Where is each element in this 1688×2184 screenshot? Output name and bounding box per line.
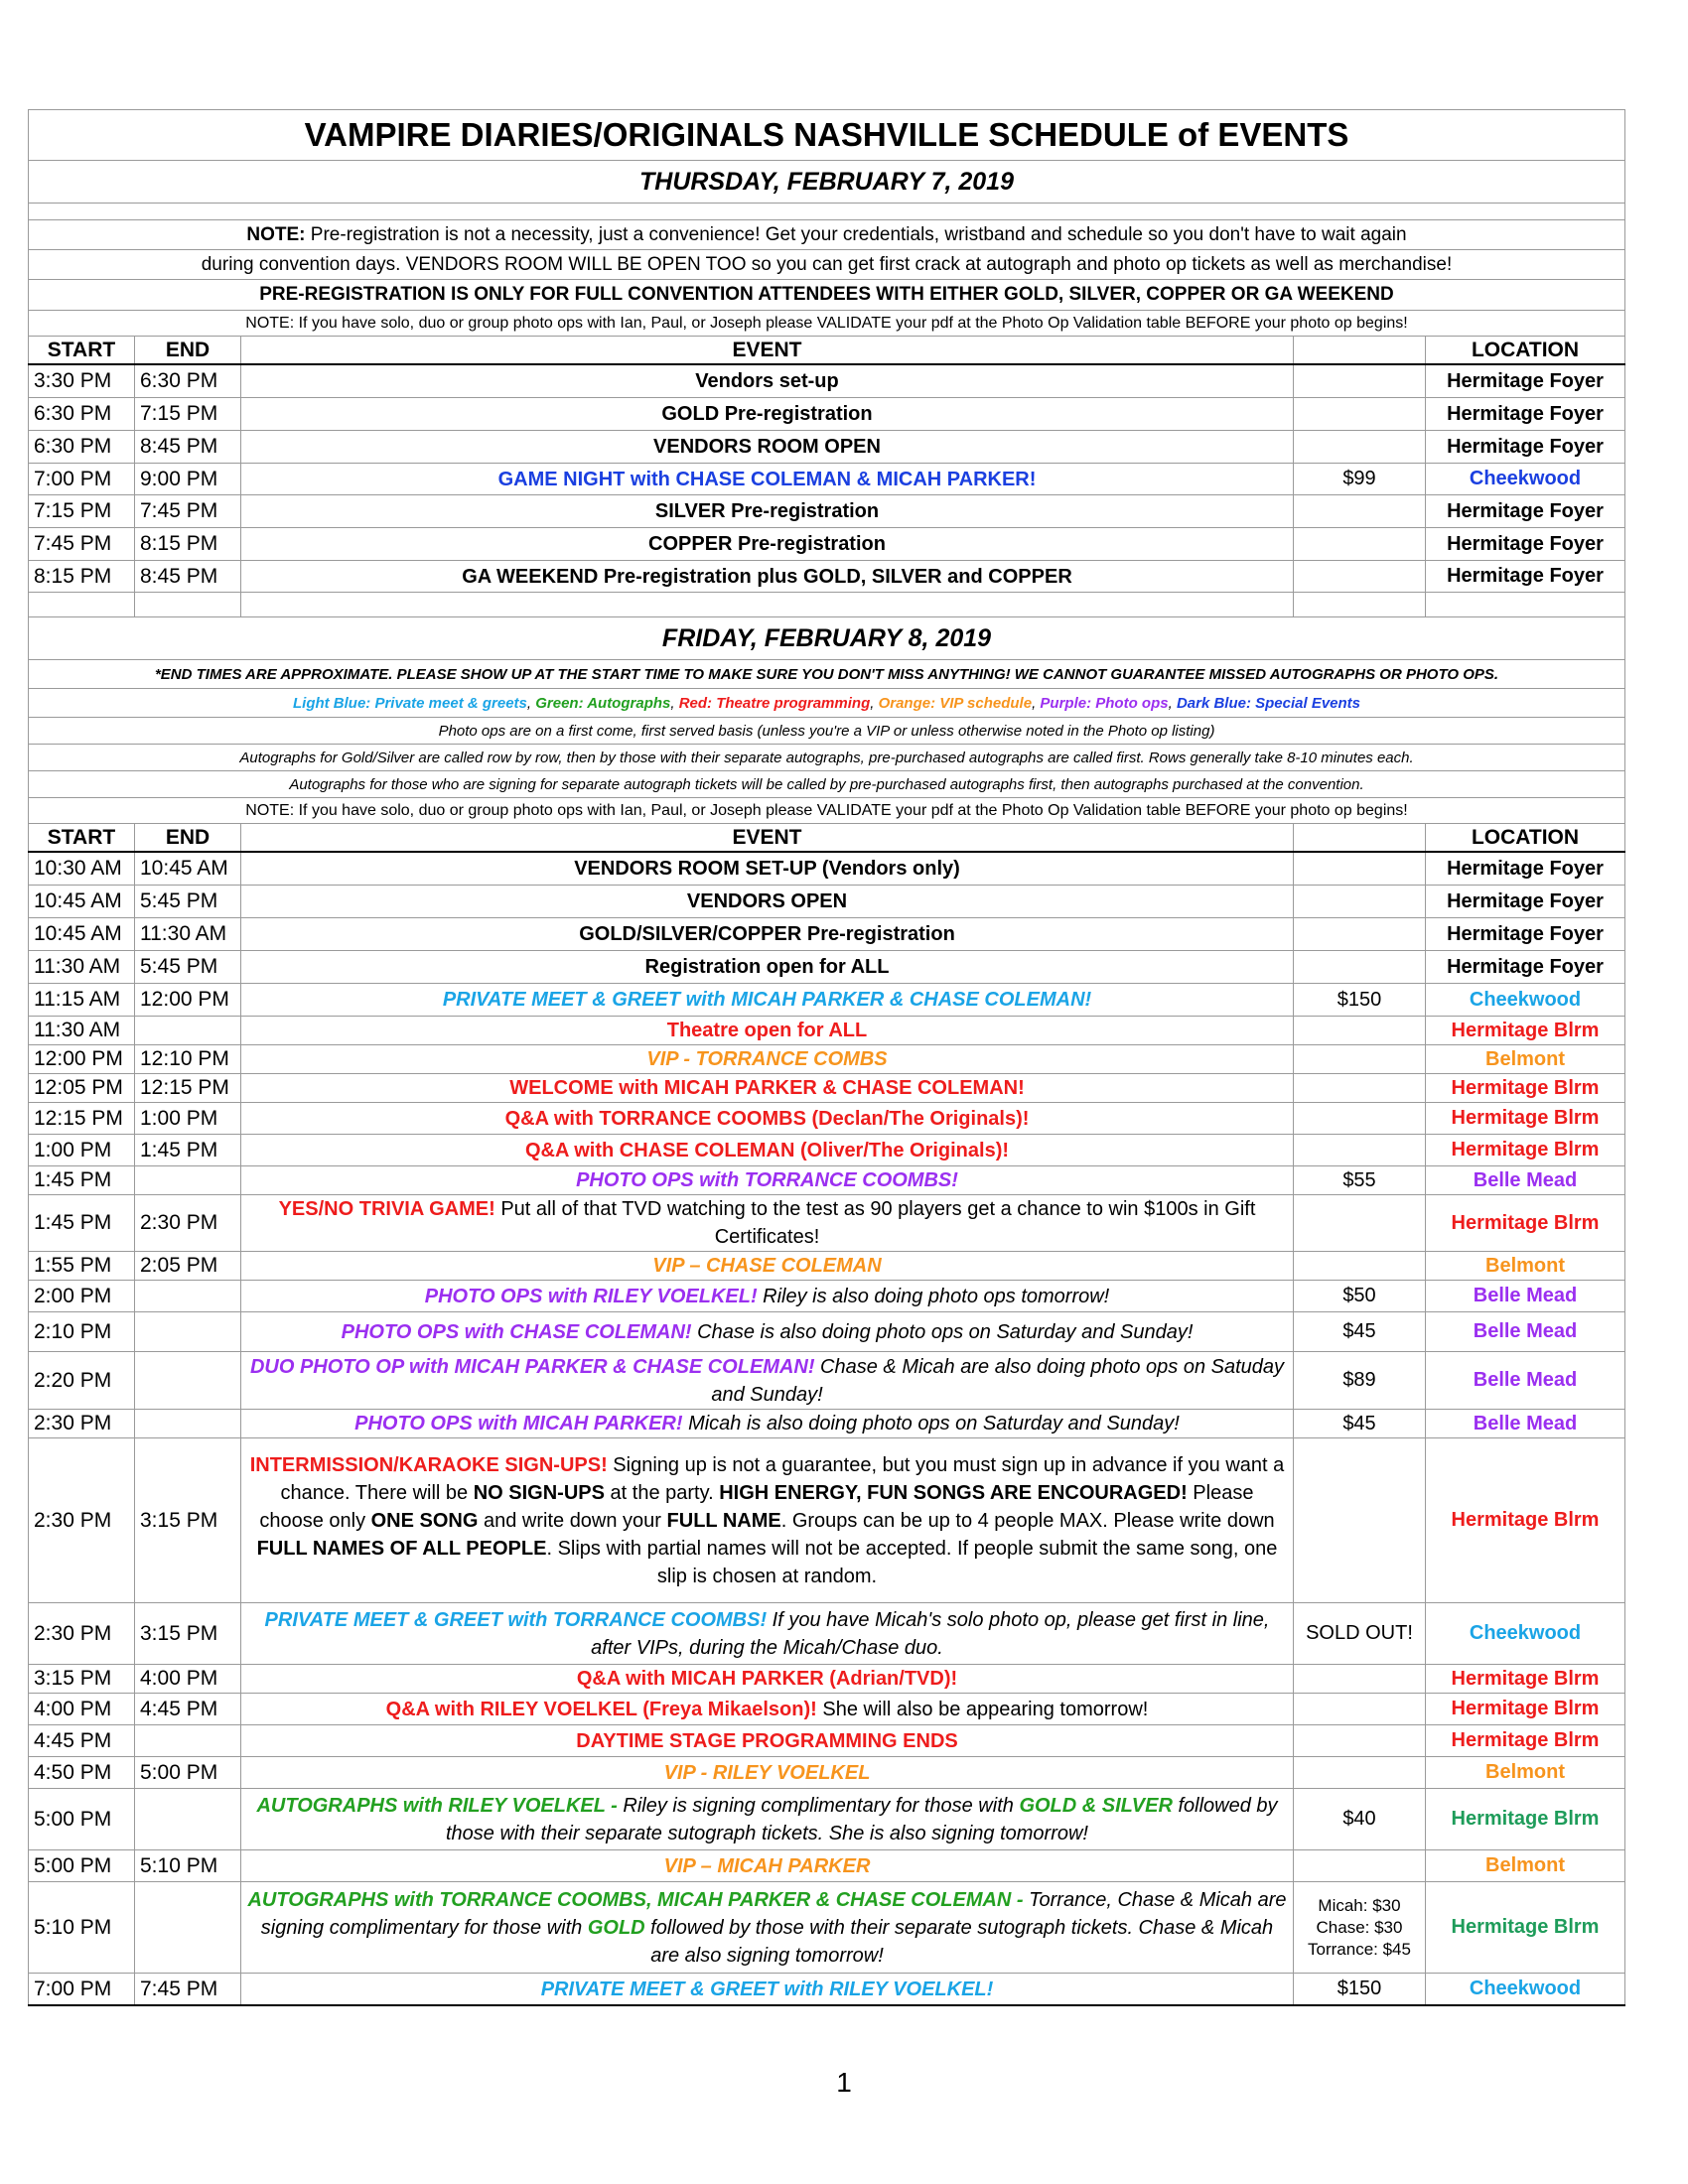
page-title: VAMPIRE DIARIES/ORIGINALS NASHVILLE SCHEDULE of EVENTS xyxy=(29,110,1625,161)
table-row: 3:30 PM 6:30 PM Vendors set-up Hermitage Foyer xyxy=(29,364,1625,398)
table-row: 1:45 PM 2:30 PM YES/NO TRIVIA GAME! Put all of that TVD watching to the test as 90 players get a chance to win $100s in Gift Certificates! Hermitage Blrm xyxy=(29,1195,1625,1252)
table-row: 2:30 PM PHOTO OPS with MICAH PARKER! Micah is also doing photo ops on Saturday and Sunday! $45 Belle Mead xyxy=(29,1410,1625,1438)
header-event: EVENT xyxy=(241,824,1294,853)
table-row: 12:05 PM 12:15 PM WELCOME with MICAH PARKER & CHASE COLEMAN! Hermitage Blrm xyxy=(29,1074,1625,1103)
table-row: 11:30 AM 5:45 PM Registration open for ALL Hermitage Foyer xyxy=(29,951,1625,984)
table-row: 2:30 PM 3:15 PM INTERMISSION/KARAOKE SIGN-UPS! Signing up is not a guarantee, but you must sign up in advance if you want a chance. There will be NO SIGN-UPS at the party. HIGH ENERGY, FUN SONGS ARE ENCOURAGED! Please choose only ONE SONG and write down your FULL NAME. Groups can be up to 4 people MAX. Please write down FULL NAMES OF ALL PEOPLE. Slips with partial names will not be accepted. If people submit the same song, one slip is chosen at random. Hermitage Blrm xyxy=(29,1438,1625,1603)
table-row: 2:30 PM 3:15 PM PRIVATE MEET & GREET with TORRANCE COOMBS! If you have Micah's solo photo op, please get first in line, after VIPs, during the Micah/Chase duo. SOLD OUT! Cheekwood xyxy=(29,1603,1625,1665)
color-legend: Light Blue: Private meet & greets, Green: Autographs, Red: Theatre programming, Orange: VIP schedule, Purple: Photo ops, Dark Blue: Special Events xyxy=(29,689,1625,718)
schedule-table xyxy=(28,109,1625,2006)
thursday-note-1 xyxy=(29,220,1625,250)
photo-ops-note: Photo ops are on a first come, first served basis (unless you're a VIP or unless otherwise noted in the Photo op listing) xyxy=(29,718,1625,745)
legend-light-blue: Light Blue: Private meet & greets xyxy=(292,694,527,712)
header-start: START xyxy=(29,337,135,365)
autograph-note-2: Autographs for those who are signing for separate autograph tickets will be called by pre-purchased autographs first, then autographs purchased at the convention. xyxy=(29,771,1625,798)
table-row: 3:15 PM 4:00 PM Q&A with MICAH PARKER (Adrian/TVD)! Hermitage Blrm xyxy=(29,1665,1625,1694)
legend-orange: Orange: VIP schedule xyxy=(878,694,1033,712)
table-row: 2:00 PM PHOTO OPS with RILEY VOELKEL! Riley is also doing photo ops tomorrow! $50 Belle Mead xyxy=(29,1281,1625,1312)
thursday-validate-note: NOTE: If you have solo, duo or group photo ops with Ian, Paul, or Joseph please VALIDATE your pdf at the Photo Op Validation table BEFORE your photo op begins! xyxy=(29,311,1625,337)
table-row: 4:00 PM 4:45 PM Q&A with RILEY VOELKEL (Freya Mikaelson)! She will also be appearing tomorrow! Hermitage Blrm xyxy=(29,1694,1625,1725)
table-row: 10:45 AM 11:30 AM GOLD/SILVER/COPPER Pre-registration Hermitage Foyer xyxy=(29,918,1625,951)
table-row: 10:45 AM 5:45 PM VENDORS OPEN Hermitage Foyer xyxy=(29,886,1625,918)
table-row: 7:00 PM 9:00 PM GAME NIGHT with CHASE COLEMAN & MICAH PARKER! $99 Cheekwood xyxy=(29,464,1625,495)
table-row: 4:50 PM 5:00 PM VIP - RILEY VOELKEL Belmont xyxy=(29,1757,1625,1789)
table-row: 10:30 AM 10:45 AM VENDORS ROOM SET-UP (Vendors only) Hermitage Foyer xyxy=(29,852,1625,886)
table-row: 5:00 PM 5:10 PM VIP – MICAH PARKER Belmont xyxy=(29,1850,1625,1882)
table-row: 5:00 PM AUTOGRAPHS with RILEY VOELKEL - Riley is signing complimentary for those with GOLD & SILVER followed by those with their separate sutograph tickets. She is also signing tomorrow! $40 Hermitage Blrm xyxy=(29,1789,1625,1850)
note-label: NOTE: xyxy=(246,223,306,245)
table-row: 11:15 AM 12:00 PM PRIVATE MEET & GREET with MICAH PARKER & CHASE COLEMAN! $150 Cheekwood xyxy=(29,984,1625,1017)
table-row: 6:30 PM 7:15 PM GOLD Pre-registration Hermitage Foyer xyxy=(29,398,1625,431)
header-location: LOCATION xyxy=(1426,824,1625,853)
thursday-note-3: PRE-REGISTRATION IS ONLY FOR FULL CONVENTION ATTENDEES WITH EITHER GOLD, SILVER, COPPER OR GA WEEKEND xyxy=(29,280,1625,311)
table-row: 11:30 AM Theatre open for ALL Hermitage Blrm xyxy=(29,1017,1625,1045)
friday-day-label: FRIDAY, FEBRUARY 8, 2019 xyxy=(29,617,1625,660)
table-row: 12:15 PM 1:00 PM Q&A with TORRANCE COOMBS (Declan/The Originals)! Hermitage Blrm xyxy=(29,1103,1625,1135)
autograph-note-1: Autographs for Gold/Silver are called row by row, then by those with their separate autographs, pre-purchased autographs are called first. Rows generally take 8-10 minutes each. xyxy=(29,745,1625,771)
header-location: LOCATION xyxy=(1426,337,1625,365)
end-times-note: *END TIMES ARE APPROXIMATE. PLEASE SHOW UP AT THE START TIME TO MAKE SURE YOU DON'T MISS ANYTHING! WE CANNOT GUARANTEE MISSED AUTOGRAPHS OR PHOTO OPS. xyxy=(29,660,1625,689)
thursday-note-2: during convention days. VENDORS ROOM WILL BE OPEN TOO so you can get first crack at autograph and photo op tickets as well as merchandise! xyxy=(29,250,1625,280)
table-row: 5:10 PM AUTOGRAPHS with TORRANCE COOMBS, MICAH PARKER & CHASE COLEMAN - Torrance, Chase & Micah are signing complimentary for those with GOLD followed by those with their separate sutograph tickets. Chase & Micah are also signing tomorrow! Micah: $30 Chase: $30 Torrance: $45 Hermitage Blrm xyxy=(29,1882,1625,1974)
header-event: EVENT xyxy=(241,337,1294,365)
table-row: 1:00 PM 1:45 PM Q&A with CHASE COLEMAN (Oliver/The Originals)! Hermitage Blrm xyxy=(29,1135,1625,1166)
legend-purple: Purple: Photo ops xyxy=(1040,694,1169,712)
table-row: 1:55 PM 2:05 PM VIP – CHASE COLEMAN Belmont xyxy=(29,1252,1625,1281)
table-row: 4:45 PM DAYTIME STAGE PROGRAMMING ENDS Hermitage Blrm xyxy=(29,1725,1625,1757)
schedule-sheet xyxy=(28,109,1624,2006)
header-end: END xyxy=(135,337,241,365)
friday-header-row xyxy=(29,824,1625,853)
table-row: 1:45 PM PHOTO OPS with TORRANCE COOMBS! $55 Belle Mead xyxy=(29,1166,1625,1195)
legend-green: Green: Autographs xyxy=(535,694,671,712)
table-row: 8:15 PM 8:45 PM GA WEEKEND Pre-registration plus GOLD, SILVER and COPPER Hermitage Foyer xyxy=(29,561,1625,593)
legend-dark-blue: Dark Blue: Special Events xyxy=(1176,694,1361,712)
table-row: 2:10 PM PHOTO OPS with CHASE COLEMAN! Chase is also doing photo ops on Saturday and Sunday! $45 Belle Mead xyxy=(29,1312,1625,1352)
note-text: Pre-registration is not a necessity, just a convenience! Get your credentials, wristband and schedule so you don't have to wait again xyxy=(305,223,1407,245)
autograph-prices: Micah: $30 Chase: $30 Torrance: $45 xyxy=(1294,1882,1426,1974)
table-row: 7:45 PM 8:15 PM COPPER Pre-registration Hermitage Foyer xyxy=(29,528,1625,561)
page-number: 1 xyxy=(836,2067,852,2098)
header-start: START xyxy=(29,824,135,853)
header-end: END xyxy=(135,824,241,853)
table-row: 7:15 PM 7:45 PM SILVER Pre-registration Hermitage Foyer xyxy=(29,495,1625,528)
table-row: 7:00 PM 7:45 PM PRIVATE MEET & GREET with RILEY VOELKEL! $150 Cheekwood xyxy=(29,1974,1625,2006)
thursday-day-label: THURSDAY, FEBRUARY 7, 2019 xyxy=(29,161,1625,204)
table-row: 2:20 PM DUO PHOTO OP with MICAH PARKER & CHASE COLEMAN! Chase & Micah are also doing photo ops on Satuday and Sunday! $89 Belle Mead xyxy=(29,1352,1625,1410)
friday-validate-note: NOTE: If you have solo, duo or group photo ops with Ian, Paul, or Joseph please VALIDATE your pdf at the Photo Op Validation table BEFORE your photo op begins! xyxy=(29,798,1625,824)
table-row: 12:00 PM 12:10 PM VIP - TORRANCE COMBS Belmont xyxy=(29,1045,1625,1074)
legend-red: Red: Theatre programming xyxy=(678,694,871,712)
thursday-header-row xyxy=(29,337,1625,365)
table-row: 6:30 PM 8:45 PM VENDORS ROOM OPEN Hermitage Foyer xyxy=(29,431,1625,464)
